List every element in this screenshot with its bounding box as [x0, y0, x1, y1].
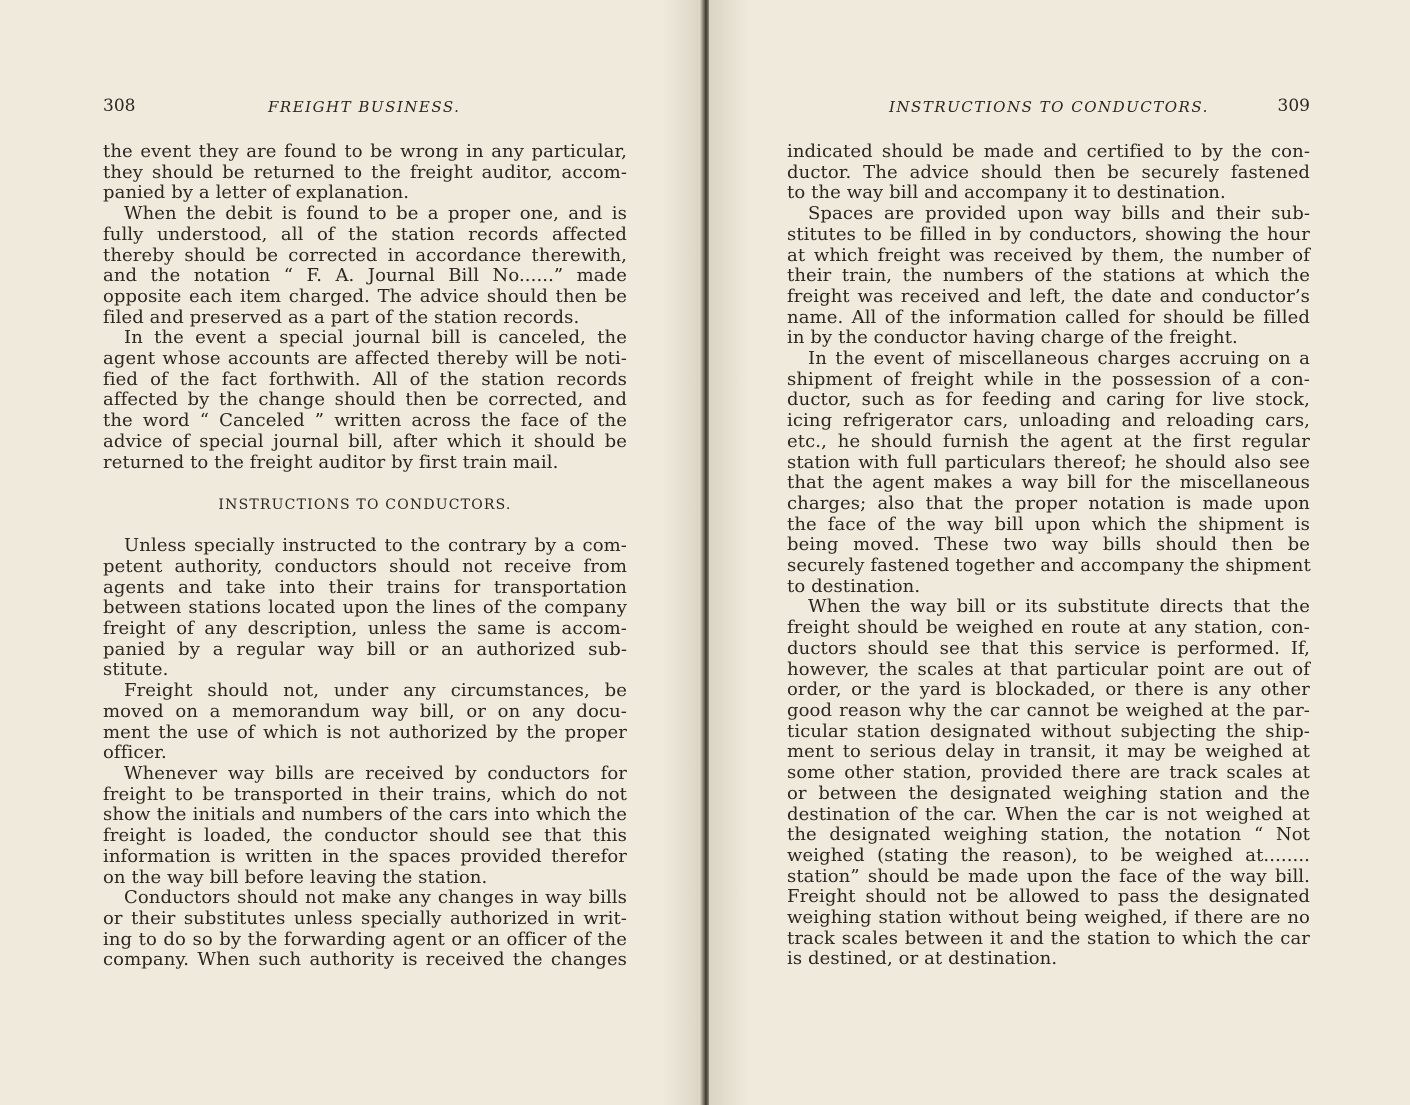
text-line: to the way bill and accompany it to destination. — [787, 182, 1226, 204]
text-line: agents and take into their trains for transportation — [103, 576, 627, 598]
text-line: their train, the numbers of the stations at which the — [787, 265, 1310, 287]
text-line: the event they are found to be wrong in any particular, — [103, 141, 627, 162]
text-line: station with full particulars thereof; he should also see — [787, 451, 1310, 473]
text-line: indicated should be made and certified to by the con- — [787, 141, 1310, 162]
text-line: officer. — [103, 742, 167, 764]
text-line: and the notation “ F. A. Journal Bill No......” made — [103, 265, 627, 287]
paragraph — [103, 204, 627, 328]
text-line: Unless specially instructed to the contrary by a com- — [124, 535, 627, 557]
page-number: 308 — [103, 96, 136, 116]
text-line: Spaces are provided upon way bills and their sub- — [808, 203, 1310, 225]
text-line: name. All of the information called for should be filled — [787, 306, 1310, 328]
text-line: weighing station without being weighed, if there are no — [787, 907, 1310, 929]
text-line: opposite each item charged. The advice should then be — [103, 285, 627, 307]
left-page-body — [103, 142, 627, 971]
text-line: they should be returned to the freight auditor, accom- — [103, 161, 627, 183]
left-page-header — [103, 96, 626, 120]
text-line: etc., he should furnish the agent at the first regular — [787, 430, 1310, 452]
text-line: however, the scales at that particular point are out of — [787, 658, 1310, 680]
paragraph — [787, 597, 1310, 970]
text-line: order, or the yard is blockaded, or there is any other — [787, 679, 1310, 701]
text-line: Freight should not be allowed to pass the designated — [787, 886, 1310, 908]
paragraph — [787, 204, 1310, 349]
text-line: freight of any description, unless the same is accom- — [103, 618, 627, 640]
text-line: advice of special journal bill, after which it should be — [103, 430, 627, 452]
text-line: icing refrigerator cars, unloading and reloading cars, — [787, 410, 1310, 432]
text-line: at which freight was received by them, the number of — [787, 244, 1310, 266]
text-line: Freight should not, under any circumstances, be — [124, 680, 627, 702]
text-line: to destination. — [787, 575, 921, 597]
text-line: freight was received and left, the date and conductor’s — [787, 285, 1310, 307]
right-page — [709, 0, 1410, 1105]
text-line: ment to serious delay in transit, it may be weighed at — [787, 741, 1310, 763]
text-line: In the event a special journal bill is canceled, the — [124, 327, 627, 349]
text-line: being moved. These two way bills should then be — [787, 534, 1310, 556]
text-line: stitutes to be filled in by conductors, showing the hour — [787, 223, 1310, 245]
text-line: the word “ Canceled ” written across the face of the — [103, 410, 627, 432]
right-page-body — [787, 142, 1310, 970]
text-line: company. When such authority is received the changes — [103, 949, 627, 971]
text-line: or between the designated weighing station and the — [787, 782, 1310, 804]
paragraph — [103, 681, 627, 764]
text-line: When the way bill or its substitute directs that the — [808, 596, 1310, 618]
text-line: freight should be weighed en route at any station, con- — [787, 617, 1310, 639]
text-line: between stations located upon the lines of the company — [103, 597, 627, 619]
text-line: freight to be transported in their trains, which do not — [103, 783, 627, 805]
left-page — [0, 0, 703, 1105]
text-line: good reason why the car cannot be weighed at the par- — [787, 699, 1310, 721]
text-line: fied of the fact forthwith. All of the station records — [103, 368, 627, 390]
text-line: ment the use of which is not authorized by the proper — [103, 721, 627, 743]
paragraph — [787, 349, 1310, 597]
text-line: Whenever way bills are received by conductors for — [124, 762, 627, 784]
text-line: that the agent makes a way bill for the miscellaneous — [787, 472, 1310, 494]
text-line: show the initials and numbers of the cars into which the — [103, 804, 627, 826]
text-line: the designated weighing station, the notation “ Not — [787, 824, 1310, 846]
text-line: When the debit is found to be a proper one, and is — [124, 203, 627, 225]
text-line: the face of the way bill upon which the shipment is — [787, 513, 1310, 535]
text-line: is destined, or at destination. — [787, 948, 1058, 970]
text-line: affected by the change should then be corrected, and — [103, 389, 627, 411]
text-line: weighed (stating the reason), to be weighed at........ — [787, 844, 1310, 866]
text-line: returned to the freight auditor by first train mail. — [103, 451, 559, 473]
text-line: charges; also that the proper notation is made upon — [787, 492, 1310, 514]
running-head: INSTRUCTIONS TO CONDUCTORS. — [889, 98, 1209, 116]
text-line: filed and preserved as a part of the station records. — [103, 306, 580, 328]
paragraph — [103, 536, 627, 681]
text-line: ing to do so by the forwarding agent or an officer of the — [103, 928, 627, 950]
paragraph — [103, 328, 627, 473]
text-line: agent whose accounts are affected thereby will be noti- — [103, 348, 627, 370]
text-line: some other station, provided there are track scales at — [787, 762, 1310, 784]
text-line: in by the conductor having charge of the freight. — [787, 327, 1238, 349]
text-line: ductors should see that this service is performed. If, — [787, 637, 1310, 659]
text-line: ductor. The advice should then be securely fastened — [787, 161, 1310, 183]
paragraph — [103, 888, 627, 971]
text-line: information is written in the spaces provided therefor — [103, 845, 627, 867]
text-line: thereby should be corrected in accordance therewith, — [103, 244, 627, 266]
text-line: shipment of freight while in the possession of a con- — [787, 368, 1310, 390]
text-line: petent authority, conductors should not receive from — [103, 555, 627, 577]
section-heading: INSTRUCTIONS TO CONDUCTORS. — [218, 497, 512, 514]
running-head: FREIGHT BUSINESS. — [268, 98, 461, 116]
text-line: fully understood, all of the station records affected — [103, 223, 627, 245]
text-line: ticular station designated without subjecting the ship- — [787, 720, 1310, 742]
paragraph — [787, 142, 1310, 204]
text-line: Conductors should not make any changes in way bills — [124, 887, 627, 909]
paragraph — [103, 764, 627, 888]
text-line: panied by a regular way bill or an authorized sub- — [103, 638, 627, 660]
text-line: In the event of miscellaneous charges accruing on a — [808, 348, 1310, 370]
text-line: freight is loaded, the conductor should see that this — [103, 825, 627, 847]
paragraph — [103, 142, 627, 204]
text-line: track scales between it and the station to which the car — [787, 927, 1310, 949]
text-line: or their substitutes unless specially authorized in writ- — [103, 907, 627, 929]
text-line: stitute. — [103, 659, 169, 681]
text-line: panied by a letter of explanation. — [103, 182, 410, 204]
text-line: on the way bill before leaving the station. — [103, 866, 488, 888]
text-line: ductor, such as for feeding and caring for live stock, — [787, 389, 1310, 411]
text-line: moved on a memorandum way bill, or on any docu- — [103, 700, 627, 722]
right-page-header — [787, 96, 1310, 120]
text-line: securely fastened together and accompany the shipment — [787, 555, 1311, 577]
text-line: station” should be made upon the face of the way bill. — [787, 865, 1310, 887]
page-number: 309 — [1277, 96, 1310, 116]
text-line: destination of the car. When the car is not weighed at — [787, 803, 1310, 825]
